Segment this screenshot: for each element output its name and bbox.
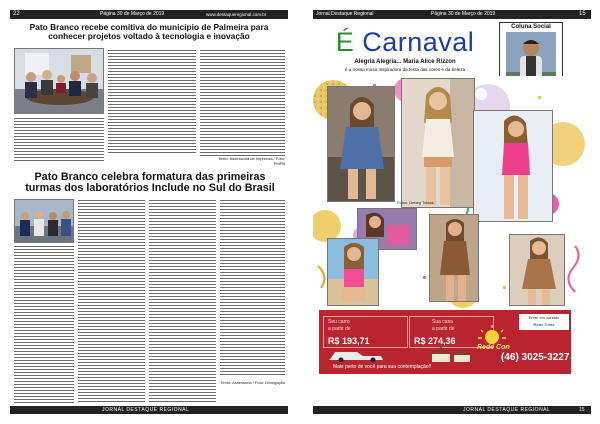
ad-contact-brand: Rede Cons xyxy=(533,322,555,327)
ad-phone[interactable]: (46) 3025-3227 xyxy=(501,352,570,363)
right-page xyxy=(313,10,591,414)
article1-text-col1 xyxy=(108,50,196,154)
header-brand: Jornal Destaque Regional xyxy=(316,11,374,17)
article1-headline: Pato Branco recebe comitiva do município de Palmeira para conhecer projetos voltado à tecnologia e inovação xyxy=(29,22,269,41)
ad-contact-label: Entre em contato xyxy=(528,315,560,320)
footer-brand: JORNAL DESTAQUE REGIONAL xyxy=(463,407,551,413)
house-offer-price: R$ 274,36 xyxy=(414,336,456,346)
article2-byline: Texto: Assessoria / Foto: Divulgação xyxy=(220,380,285,385)
model-photo-2 xyxy=(401,78,475,208)
car-icon xyxy=(327,348,387,362)
left-page-footer xyxy=(10,406,288,414)
left-page xyxy=(10,10,288,414)
issue-date: Página 30 de Março de 2019 xyxy=(100,11,165,17)
house-offer-label-line1: Sua casa xyxy=(432,319,453,325)
house-offer-label-line2: a partir de xyxy=(432,326,455,332)
article1-text-col0 xyxy=(14,118,104,162)
article2-text-col3 xyxy=(149,200,216,404)
car-offer-label-line2: a partir de xyxy=(328,326,351,332)
car-offer-price: R$ 193,71 xyxy=(328,336,370,346)
article2-text-col4 xyxy=(220,200,285,376)
page-number: 15 xyxy=(579,11,586,17)
site-url: www.destaqueregional.com.br xyxy=(206,12,267,17)
left-page-header xyxy=(10,10,288,19)
car-offer xyxy=(323,316,408,348)
issue-date: Página 30 de Março de 2019 xyxy=(431,11,496,17)
model-photo-6 xyxy=(327,238,379,306)
article2-text-col1 xyxy=(14,246,74,404)
car-offer-label-line1: Seu carro xyxy=(328,319,350,325)
ad-slogan: Mais perto de você para sua contemplação!! xyxy=(333,364,432,370)
article1-text-col2 xyxy=(200,50,285,158)
model-photo-7 xyxy=(509,234,565,306)
feature-title xyxy=(313,27,497,58)
feature-description: é a nossa musa inspiradora da festa das cores e da beleza xyxy=(344,67,466,72)
model-photo-1 xyxy=(327,86,395,202)
article1-byline: Texto: Assessoria de Imprensa / Foto: PMPB xyxy=(215,156,285,166)
meeting-photo-image xyxy=(15,49,104,114)
house-icon xyxy=(427,346,475,362)
column-title: Coluna Social xyxy=(511,24,551,30)
feature-title-accent: É xyxy=(335,27,355,57)
model-photo-3 xyxy=(473,110,553,222)
ad-contact-box xyxy=(519,314,569,330)
article2-headline: Pato Branco celebra formatura das primeiras turmas dos laboratórios Include no Sul do Brasil xyxy=(25,171,275,195)
feature-subtitle: Alegria Alegria... Maria Alice Rizzon xyxy=(354,59,456,65)
rede-con-advertisement[interactable] xyxy=(319,310,571,374)
right-page-header xyxy=(313,10,591,19)
feature-title-main: Carnaval xyxy=(362,27,475,57)
article2-text-col2 xyxy=(78,200,145,404)
page-number: 15 xyxy=(579,407,585,413)
page-number: 22 xyxy=(13,11,20,17)
ad-brand: Rede Con xyxy=(477,344,510,351)
photo-credit: Fotos: Debeg Tobias xyxy=(397,200,434,205)
right-page-footer xyxy=(313,406,591,414)
graduation-photo-image xyxy=(15,200,74,243)
meeting-photo xyxy=(14,48,104,114)
graduation-photo xyxy=(14,199,74,243)
model-photo-5 xyxy=(429,214,479,302)
footer-brand: JORNAL DESTAQUE REGIONAL xyxy=(102,407,190,413)
